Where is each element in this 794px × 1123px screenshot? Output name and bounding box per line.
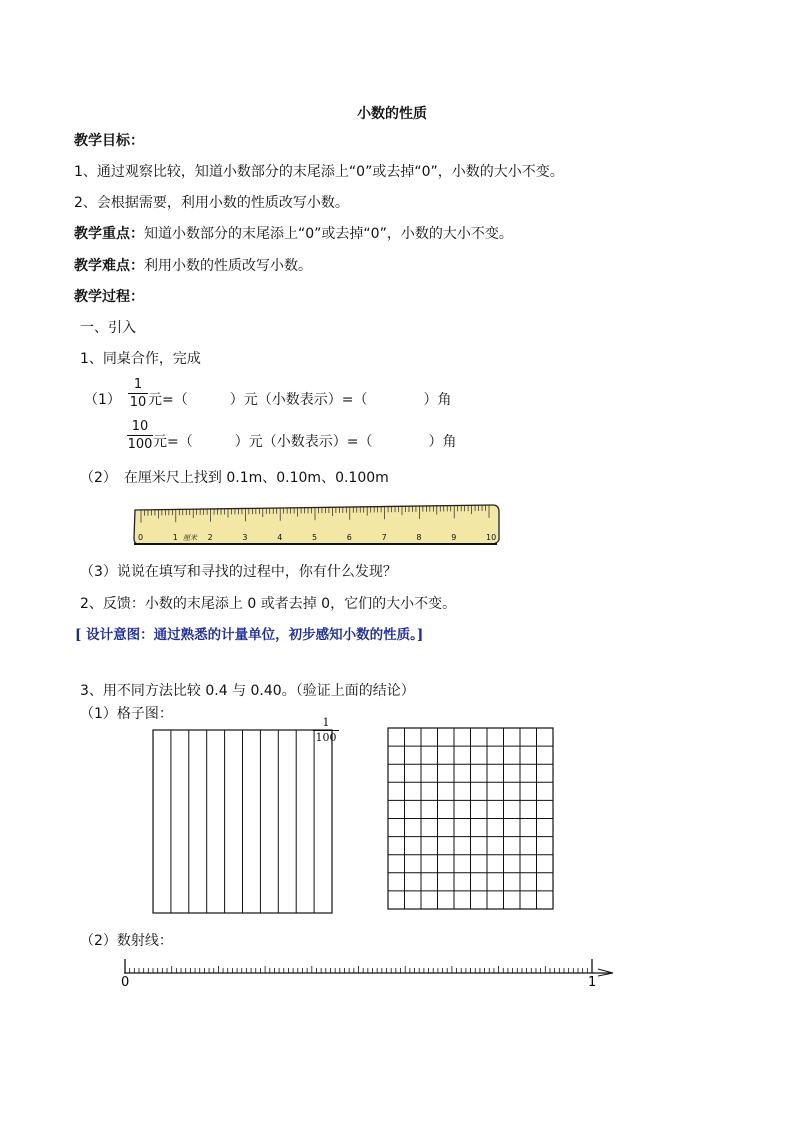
tenths-grid	[152, 729, 334, 914]
fraction-numerator: 1	[133, 377, 143, 392]
question-3: （3）说说在填写和寻找的过程中，你有什么发现？	[80, 564, 397, 580]
ruler-number-label: 4	[277, 533, 283, 542]
ruler-number-label: 0	[138, 533, 144, 542]
fraction-numerator: 1	[322, 716, 330, 729]
question-1b-text: 元=（ ）元（小数表示）=（ ）角	[153, 434, 457, 450]
ray-end-label: 1	[588, 975, 597, 990]
fraction-bar	[128, 393, 148, 394]
fraction-denominator: 100	[315, 731, 337, 744]
key-point-text: 知道小数部分的末尾添上“0”或去掉“0”，小数的大小不变。	[144, 226, 513, 242]
fraction-denominator: 100	[127, 437, 153, 452]
ruler-number-label: 2	[207, 533, 213, 542]
ruler-number-label: 8	[416, 533, 422, 542]
design-intent: [ 设计意图：通过熟悉的计量单位，初步感知小数的性质。]	[75, 627, 424, 643]
ruler-number-label: 10	[486, 533, 497, 542]
feedback: 2、反馈：小数的末尾添上 0 或者去掉 0，它们的大小不变。	[80, 596, 457, 612]
centimeter-ruler	[133, 500, 503, 548]
ruler-number-label: 9	[451, 533, 457, 542]
step-1: 1、同桌合作，完成	[80, 351, 201, 367]
hundredths-grid	[387, 727, 555, 911]
grid-label: （1）格子图：	[80, 706, 173, 722]
fraction-denominator: 10	[129, 395, 147, 410]
ray-start-label: 0	[121, 975, 130, 990]
question-2: （2） 在厘米尺上找到 0.1m、0.10m、0.100m	[80, 470, 389, 486]
fraction-bar	[127, 435, 153, 436]
goal-1: 1、通过观察比较，知道小数部分的末尾添上“0”或去掉“0”，小数的大小不变。	[74, 164, 564, 180]
question-1-label: （1）	[84, 392, 121, 408]
ruler-number-label: 5	[312, 533, 318, 542]
ruler-number-label: 7	[381, 533, 387, 542]
process-heading: 教学过程：	[74, 289, 144, 305]
ray-ticks	[125, 959, 592, 973]
question-1-text: 元=（ ）元（小数表示）=（ ）角	[148, 392, 452, 408]
key-point	[74, 223, 513, 243]
ruler-number-label: 1	[172, 533, 178, 542]
ruler-number-label: 3	[242, 533, 248, 542]
difficulty-text: 利用小数的性质改写小数。	[144, 258, 312, 274]
goals-heading: 教学目标：	[74, 133, 144, 149]
goal-2: 2、会根据需要，利用小数的性质改写小数。	[74, 195, 349, 211]
tenths-lines	[171, 730, 314, 913]
ruler-number-label: 6	[346, 533, 352, 542]
key-point-label: 教学重点：	[74, 226, 144, 242]
difficulty-point	[74, 255, 312, 275]
step-3: 3、用不同方法比较 0.4 与 0.40。（验证上面的结论）	[80, 683, 415, 699]
number-ray	[118, 955, 618, 991]
page-title: 小数的性质	[357, 106, 427, 122]
hundredths-lines	[388, 728, 553, 909]
fraction-10-100	[127, 419, 153, 452]
difficulty-label: 教学难点：	[74, 258, 144, 274]
ruler-unit-label: 厘米	[183, 534, 197, 542]
fraction-numerator: 10	[131, 419, 149, 434]
section-intro: 一、引入	[80, 320, 136, 336]
ray-label: （2）数射线：	[80, 933, 173, 949]
fraction-1-10	[128, 377, 148, 410]
